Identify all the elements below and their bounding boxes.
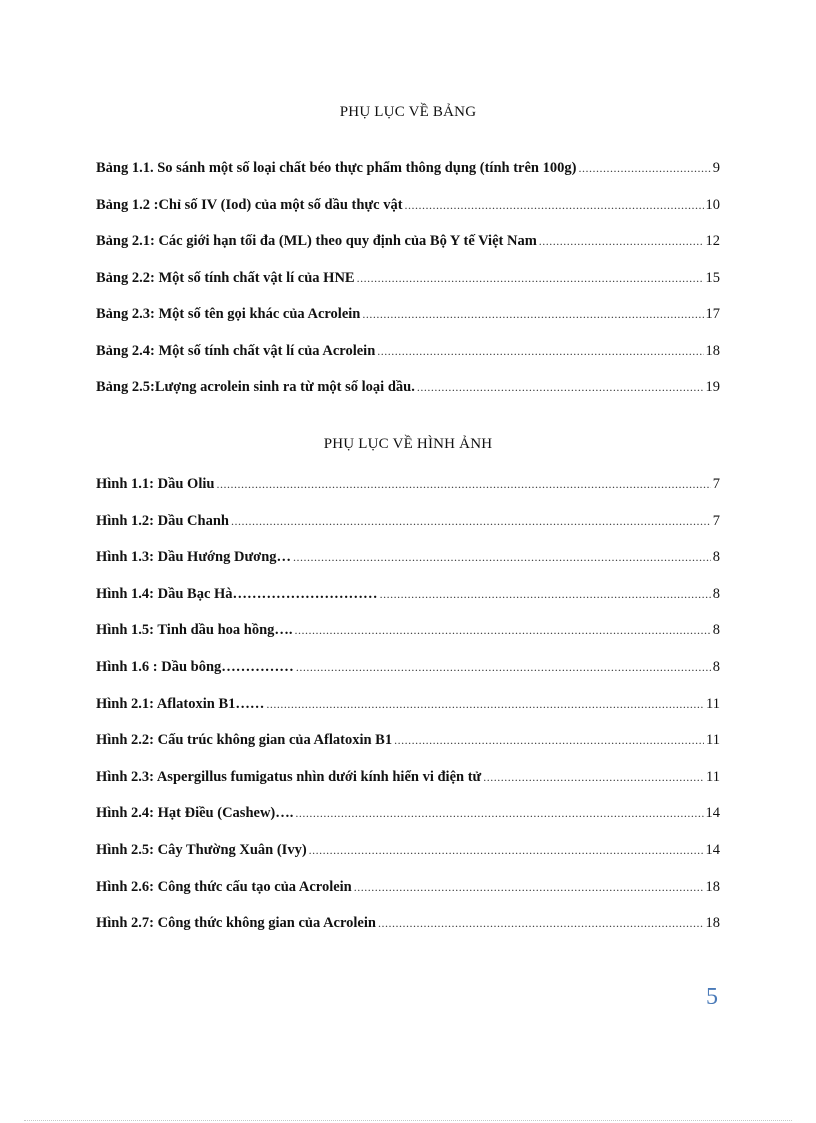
figure-entry-page-number: 14	[705, 841, 720, 858]
figure-entry-label: Hình 2.7: Công thức không gian của Acrolein	[96, 915, 376, 932]
table-entry-page-number: 10	[705, 196, 720, 213]
table-entry-label: Bảng 2.4: Một số tính chất vật lí của Acrolein	[96, 342, 376, 359]
figure-entry-label: Hình 2.5: Cây Thường Xuân (Ivy)	[96, 841, 307, 858]
figures-appendix-heading: PHỤ LỤC VỀ HÌNH ẢNH	[323, 436, 493, 452]
figure-entry-page-number: 8	[712, 585, 720, 602]
figure-entry-label: Hình 2.4: Hạt Điều (Cashew)….	[96, 805, 294, 822]
figure-entry-label: Hình 1.4: Dầu Bạc Hà…………………………	[96, 585, 378, 602]
figure-toc-entry[interactable]	[96, 732, 720, 769]
figure-entry-page-number: 11	[706, 768, 720, 785]
figure-toc-entry[interactable]	[96, 842, 720, 879]
dot-leader	[483, 769, 704, 786]
figure-toc-entry[interactable]	[96, 549, 720, 586]
figure-toc-entry[interactable]	[96, 586, 720, 623]
figure-entry-label: Hình 1.6 : Dầu bông……………	[96, 658, 294, 675]
figure-toc-entry[interactable]	[96, 805, 720, 842]
figure-entry-page-number: 7	[712, 512, 720, 529]
figure-entry-label: Hình 1.3: Dầu Hướng Dương…	[96, 549, 292, 566]
dot-leader	[377, 343, 703, 360]
figure-entry-label: Hình 1.1: Dầu Oliu	[96, 476, 215, 492]
page-bottom-divider	[24, 1120, 792, 1121]
figure-toc-entry[interactable]	[96, 476, 720, 513]
dot-leader	[362, 306, 703, 323]
table-entry-label: Bảng 2.5:Lượng acrolein sinh ra từ một số loại dầu.	[96, 379, 415, 395]
figure-entry-label: Hình 2.6: Công thức cấu tạo của Acrolein	[96, 878, 352, 895]
figure-entry-page-number: 7	[712, 476, 720, 492]
table-toc-entry[interactable]	[96, 306, 720, 343]
tables-toc-list	[96, 160, 720, 416]
table-entry-page-number: 17	[705, 306, 720, 322]
figure-entry-page-number: 18	[705, 915, 720, 932]
table-toc-entry[interactable]	[96, 379, 720, 416]
figure-entry-label: Hình 2.1: Aflatoxin B1……	[96, 695, 265, 712]
figure-entry-page-number: 11	[706, 695, 720, 712]
table-entry-label: Bảng 2.3: Một số tên gọi khác của Acrolein	[96, 306, 361, 322]
dot-leader	[309, 842, 704, 859]
table-toc-entry[interactable]	[96, 197, 720, 234]
dot-leader	[231, 513, 711, 530]
tables-appendix-heading: PHỤ LỤC VỀ BẢNG	[339, 104, 477, 120]
dot-leader	[378, 915, 704, 932]
dot-leader	[380, 586, 711, 603]
figure-toc-entry[interactable]	[96, 659, 720, 696]
dot-leader	[539, 233, 704, 250]
table-entry-page-number: 19	[705, 379, 720, 395]
table-entry-label: Bảng 2.1: Các giới hạn tối đa (ML) theo quy định của Bộ Y tế Việt Nam	[96, 233, 537, 249]
dot-leader	[357, 270, 704, 287]
dot-leader	[394, 732, 704, 749]
table-entry-page-number: 12	[705, 233, 720, 249]
table-entry-page-number: 9	[712, 160, 720, 176]
dot-leader	[578, 160, 710, 177]
figure-entry-page-number: 8	[712, 658, 720, 675]
figures-toc-list	[96, 476, 720, 952]
page-number: 5	[706, 984, 718, 1010]
dot-leader	[293, 549, 711, 566]
figure-entry-page-number: 8	[712, 549, 720, 566]
figure-entry-label: Hình 2.2: Cấu trúc không gian của Aflatoxin B1	[96, 732, 393, 749]
table-toc-entry[interactable]	[96, 270, 720, 307]
figure-entry-page-number: 14	[705, 805, 720, 822]
figure-entry-label: Hình 1.2: Dầu Chanh	[96, 512, 229, 529]
table-entry-page-number: 15	[705, 269, 720, 286]
table-entry-label: Bảng 2.2: Một số tính chất vật lí của HNE	[96, 269, 355, 286]
figure-entry-label: Hình 2.3: Aspergillus fumigatus nhìn dưới kính hiển vi điện tử	[96, 768, 482, 785]
figure-toc-entry[interactable]	[96, 513, 720, 550]
figure-toc-entry[interactable]	[96, 915, 720, 952]
dot-leader	[296, 659, 711, 676]
dot-leader	[295, 805, 703, 822]
dot-leader	[216, 476, 710, 493]
figure-toc-entry[interactable]	[96, 696, 720, 733]
table-toc-entry[interactable]	[96, 160, 720, 197]
figure-toc-entry[interactable]	[96, 879, 720, 916]
figure-entry-label: Hình 1.5: Tinh dầu hoa hồng….	[96, 622, 293, 639]
table-entry-label: Bảng 1.2 :Chỉ số IV (Iod) của một số dầu thực vật	[96, 196, 403, 213]
dot-leader	[354, 879, 704, 896]
figure-toc-entry[interactable]	[96, 769, 720, 806]
table-toc-entry[interactable]	[96, 233, 720, 270]
figure-entry-page-number: 11	[706, 732, 720, 749]
dot-leader	[266, 696, 704, 713]
dot-leader	[417, 379, 704, 396]
table-toc-entry[interactable]	[96, 343, 720, 380]
dot-leader	[295, 622, 711, 639]
table-entry-label: Bảng 1.1. So sánh một số loại chất béo thực phẩm thông dụng (tính trên 100g)	[96, 160, 577, 176]
dot-leader	[405, 197, 704, 214]
table-entry-page-number: 18	[705, 342, 720, 359]
figure-toc-entry[interactable]	[96, 622, 720, 659]
figure-entry-page-number: 8	[712, 622, 720, 639]
figure-entry-page-number: 18	[705, 878, 720, 895]
